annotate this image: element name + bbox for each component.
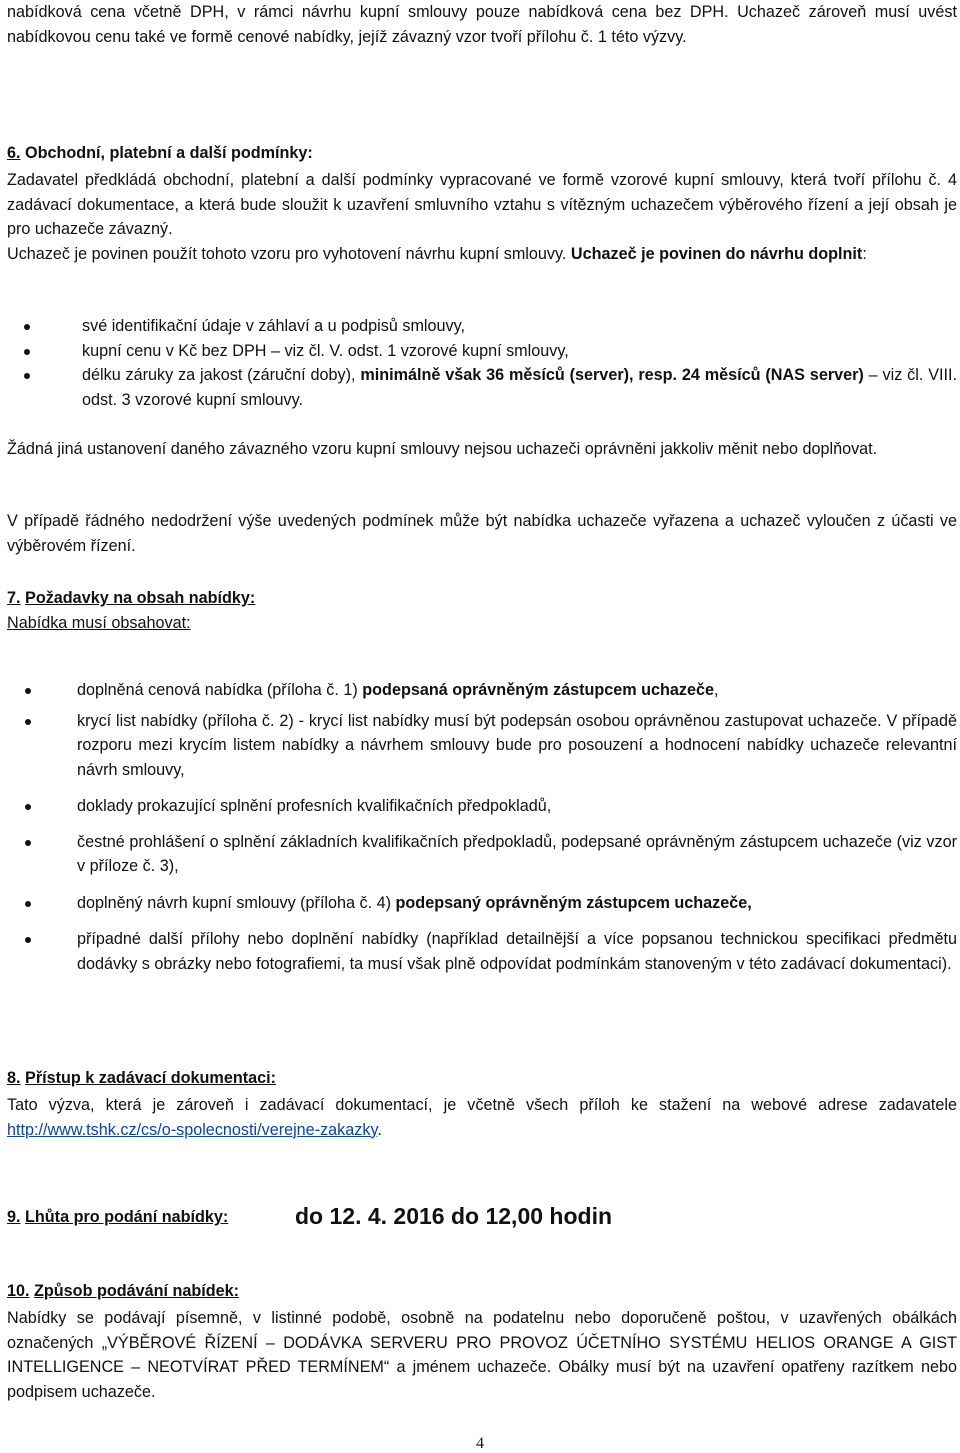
section-8-text-end: . (377, 1120, 382, 1139)
section-6-paragraph-4: V případě řádného nedodržení výše uvedených podmínek může být nabídka uchazeče vyřazena a uchazeč vyloučen z účasti ve výběrovém řízení. (7, 512, 957, 555)
list-item (82, 339, 957, 364)
section-7-heading (7, 589, 957, 608)
section-7-number: 7. (7, 589, 21, 607)
section-9-heading (7, 1208, 228, 1226)
list-item-bold: podepsaný oprávněným zástupcem uchazeče, (395, 893, 752, 912)
list-item-text: případné další přílohy nebo doplnění nabídky (například detailnější a více popsanou technickou specifikaci předmětu dodávky s obrázky nebo fotografiemi, ta musí však plně odpovídat podmínkám stanoveným v této zadávací dokumentaci). (77, 930, 957, 973)
section-6-heading (7, 144, 957, 163)
list-item-text: kupní cenu v Kč bez DPH – viz čl. V. odst. 1 vzorové kupní smlouvy, (82, 341, 569, 360)
list-item (77, 891, 957, 916)
section-6-paragraph-2-bold: Uchazeč je povinen do návrhu doplnit (570, 245, 863, 263)
bullet-icon (25, 804, 31, 810)
bullet-icon (25, 840, 31, 846)
list-item-text: doplněný návrh kupní smlouvy (příloha č. 4) (77, 893, 396, 912)
section-6-paragraph-2-text: Uchazeč je povinen použít tohoto vzoru pro vyhotovení návrhu kupní smlouvy. (7, 245, 571, 263)
list-item-text: doklady prokazující splnění profesních kvalifikačních předpokladů, (77, 797, 552, 815)
bullet-icon (25, 688, 31, 694)
list-item-text-end: , (714, 681, 719, 699)
section-6-paragraph-3: Žádná jiná ustanovení daného závazného vzoru kupní smlouvy nejsou uchazeči oprávněni jakkoliv měnit nebo doplňovat. (7, 440, 878, 458)
section-9-row (7, 1203, 957, 1229)
section-6-number: 6. (7, 144, 21, 162)
section-8-number: 8. (7, 1069, 21, 1087)
section-6-paragraph-2 (7, 242, 957, 267)
list-item (77, 709, 957, 783)
section-8-text: Tato výzva, která je zároveň i zadávací dokumentací, je včetně všech příloh ke stažení na webové adrese zadavatele (7, 1096, 957, 1114)
section-10-title: Způsob podávání nabídek: (34, 1282, 240, 1300)
section-8-heading (7, 1069, 957, 1088)
list-item-text: čestné prohlášení o splnění základních kvalifikačních předpokladů, podepsané oprávněným zástupcem uchazeče (viz vzor v příloze č. 3), (77, 832, 957, 875)
list-item-bold: podepsaná oprávněným zástupcem uchazeče (362, 681, 715, 699)
section-7-subtitle (7, 614, 957, 633)
section-9-title: Lhůta pro podání nabídky: (25, 1208, 229, 1226)
section-6-title: Obchodní, platební a další podmínky: (25, 144, 313, 162)
section-6-paragraph-2-end: : (862, 245, 867, 263)
list-item (77, 678, 957, 703)
list-item (82, 363, 957, 412)
section-7-title: Požadavky na obsah nabídky: (25, 589, 256, 607)
bullet-icon (24, 349, 30, 355)
bullet-icon (24, 324, 30, 330)
list-item-bold: minimálně však 36 měsíců (server), resp. 24 měsíců (NAS server) (360, 366, 864, 384)
section-6-paragraph-1: Zadavatel předkládá obchodní, platební a další podmínky vypracované ve formě vzorové kupní smlouvy, která tvoří přílohu č. 4 zadávací dokumentace, a která bude sloužit k uzavření smluvního vztahu s vítězným uchazečem výběrového řízení a její obsah je pro uchazeče závazný. (7, 171, 957, 238)
section-6-list (82, 314, 957, 412)
section-10-heading (7, 1282, 957, 1301)
website-link[interactable]: http://www.tshk.cz/cs/o-spolecnosti/verejne-zakazky (7, 1120, 378, 1139)
list-item (77, 927, 957, 976)
section-10-number: 10. (7, 1282, 30, 1300)
section-7-list (77, 678, 957, 976)
bullet-icon (25, 719, 31, 725)
section-8-title: Přístup k zadávací dokumentaci: (25, 1069, 277, 1087)
bullet-icon (24, 373, 30, 379)
list-item-text: délku záruky za jakost (záruční doby), (82, 366, 361, 384)
list-item-text: své identifikační údaje v záhlaví a u podpisů smlouvy, (82, 317, 466, 335)
bullet-icon (25, 937, 31, 943)
deadline-value: do 12. 4. 2016 do 12,00 hodin (295, 1203, 613, 1229)
list-item-text-end: – viz čl. VIII. odst. 3 vzorové kupní smlouvy. (82, 366, 957, 409)
list-item (82, 314, 957, 339)
section-7-subtitle-text: Nabídka musí obsahovat: (7, 614, 191, 632)
list-item-text: krycí list nabídky (příloha č. 2) - krycí list nabídky musí být podepsán osobou oprávněnou zastupovat uchazeče. V případě rozporu mezi krycím listem nabídky a návrhem smlouvy bude pro posouzení a hodnocení nabídky uchazeče relevantní návrh smlouvy, (77, 711, 957, 779)
section-10-paragraph: Nabídky se podávají písemně, v listinné podobě, osobně na podatelnu nebo doporučeně poštou, v uzavřených obálkách označených „VÝBĚROVÉ ŘÍZENÍ – DODÁVKA SERVERU PRO PROVOZ ÚČETNÍHO SYSTÉMU HELIOS ORANGE A GIST INTELLIGENCE – NEOTVÍRAT PŘED TERMÍNEM“ a jménem uchazeče. Obálky musí být na uzavření opatřeny razítkem nebo podpisem uchazeče. (7, 1309, 957, 1401)
list-item (77, 794, 957, 819)
section-8-paragraph (7, 1093, 957, 1142)
bullet-icon (25, 901, 31, 907)
page-number: 4 (476, 1435, 484, 1452)
list-item (77, 830, 957, 879)
list-item-text: doplněná cenová nabídka (příloha č. 1) (77, 681, 363, 699)
intro-paragraph: nabídková cena včetně DPH, v rámci návrhu kupní smlouvy pouze nabídková cena bez DPH. Uchazeč zároveň musí uvést nabídkovou cenu také ve formě cenové nabídky, jejíž závazný vzor tvoří přílohu č. 1 této výzvy. (7, 3, 957, 46)
section-9-number: 9. (7, 1208, 21, 1226)
